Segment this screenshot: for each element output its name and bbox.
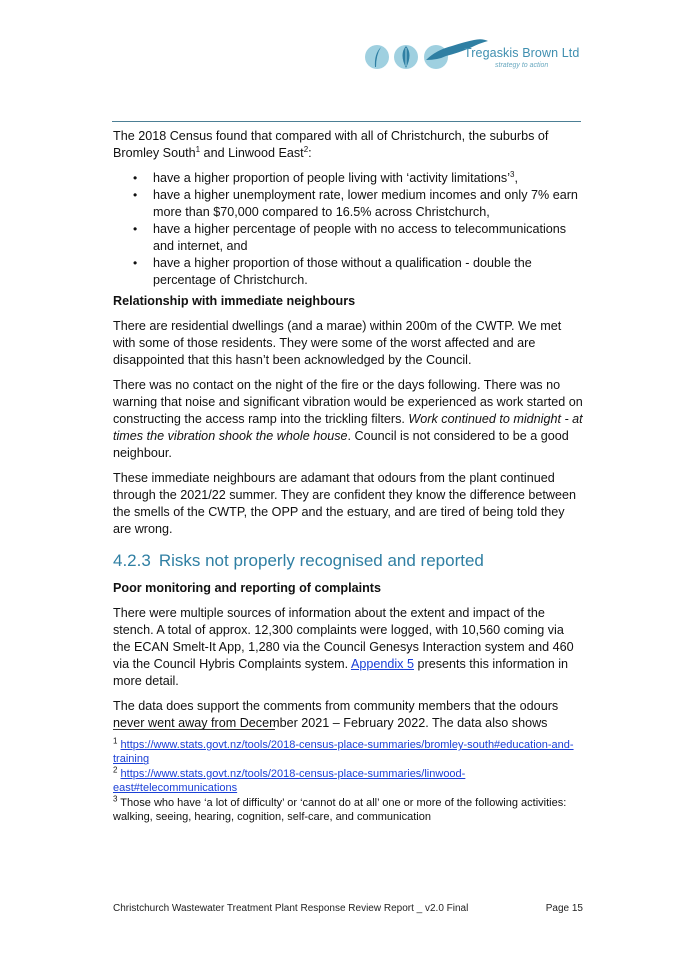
footnote-2-link[interactable]: https://www.stats.govt.nz/tools/2018-census-place-summaries/linwood-east#telecommunications (113, 767, 466, 795)
section-number: 4.2.3 (113, 551, 151, 570)
list-item (113, 255, 583, 289)
logo-name: Tregaskis Brown Ltd (464, 46, 580, 60)
complaints-p1-text-b: presents this information in more detail. (113, 657, 568, 688)
intro-text-b: and Linwood East (200, 146, 304, 160)
complaints-p1-text-a: There were multiple sources of information about the extent and impact of the stench. A total of approx. 12,300 complaints were logged, with 10,560 coming via the ECAN Smelt-It App, 1,280 via the Council Genesys Interaction system and 460 via the Council Hybris Complaints system. (113, 606, 574, 671)
bullet-icon: • (133, 222, 138, 236)
appendix-5-link[interactable]: Appendix 5 (350, 657, 414, 671)
intro-text-c: : (308, 146, 312, 160)
footnote-1 (113, 738, 583, 767)
bullet-1-end: , (514, 171, 518, 185)
neighbours-paragraph-3: These immediate neighbours are adamant that odours from the plant continued through the 2021/22 summer. They are confident they know the difference between the smells of the CWTP, the OPP and the estuary, and are tired of being told they are wrong. (113, 471, 577, 536)
neighbours-p2-text-b: . Council is not considered to be a good neighbour. (113, 429, 569, 460)
footnote-divider (113, 729, 275, 730)
list-item (113, 187, 583, 221)
complaints-paragraph-1 (113, 605, 583, 690)
footnote-2-number: 2 (113, 765, 118, 775)
footnote-2 (113, 767, 583, 796)
footnote-ref-1[interactable]: 1 (195, 144, 201, 154)
section-heading (113, 550, 583, 572)
intro-text-a: The 2018 Census found that compared with all of Christchurch, the suburbs of Bromley South (113, 129, 549, 160)
bullet-icon: • (133, 188, 138, 202)
footnote-3-number: 3 (113, 793, 118, 803)
bullet-1-text: have a higher proportion of people living with ‘activity limitations’ (153, 171, 511, 185)
header-divider (112, 121, 581, 122)
footnote-3-text: Those who have ‘a lot of difficulty’ or ‘cannot do at all’ one or more of the following activities: walking, seeing, hearing, cognition, self-care, and communication (113, 796, 567, 824)
neighbours-p2-emphasis: Work continued to midnight - at times the vibration shook the whole house (113, 412, 583, 443)
neighbours-paragraph-2 (113, 377, 583, 462)
bullet-3-text: have a higher percentage of people with no access to telecommunications and internet, and (153, 222, 567, 253)
neighbours-heading: Relationship with immediate neighbours (113, 294, 356, 308)
company-logo (362, 36, 580, 80)
census-bullet-list (113, 170, 583, 289)
bullet-2-text: have a higher unemployment rate, lower medium incomes and only 7% earn more than $70,000 compared to 16.5% across Christchurch, (153, 188, 578, 219)
complaints-heading: Poor monitoring and reporting of complaints (113, 581, 381, 595)
complaints-paragraph-2: The data does support the comments from community members that the odours never went away from December 2021 – February 2022. The data also shows (113, 699, 559, 730)
section-title: Risks not properly recognised and reported (158, 551, 484, 570)
bullet-4-text: have a higher proportion of those without a qualification - double the percentage of Christchurch. (153, 256, 532, 287)
footer-page-number: Page 15 (545, 903, 583, 914)
footnotes (113, 738, 583, 824)
footer-report-title: Christchurch Wastewater Treatment Plant Response Review Report _ v2.0 Final (113, 903, 469, 914)
bullet-icon: • (133, 256, 138, 270)
intro-paragraph (113, 128, 583, 162)
list-item (113, 221, 583, 255)
footnote-ref-3[interactable]: 3 (510, 169, 515, 179)
body-text (113, 128, 583, 740)
bullet-icon: • (133, 171, 138, 185)
footnote-1-number: 1 (113, 736, 118, 746)
list-item (113, 170, 583, 187)
footnote-3 (113, 793, 583, 825)
footnote-ref-2[interactable]: 2 (303, 144, 309, 154)
neighbours-p2-text-a: There was no contact on the night of the fire or the days following. There was no warning that noise and significant vibration would be experienced as work started on constructing the access ramp into the trickling filters. (113, 378, 583, 426)
logo-tagline: strategy to action (495, 62, 549, 69)
footnote-1-link[interactable]: https://www.stats.govt.nz/tools/2018-census-place-summaries/bromley-south#education-and-training (113, 739, 574, 766)
neighbours-paragraph-1: There are residential dwellings (and a marae) within 200m of the CWTP. We met with some of those residents. They were some of the worst affected and are disappointed that this hasn’t been acknowledged by the Council. (113, 319, 562, 367)
